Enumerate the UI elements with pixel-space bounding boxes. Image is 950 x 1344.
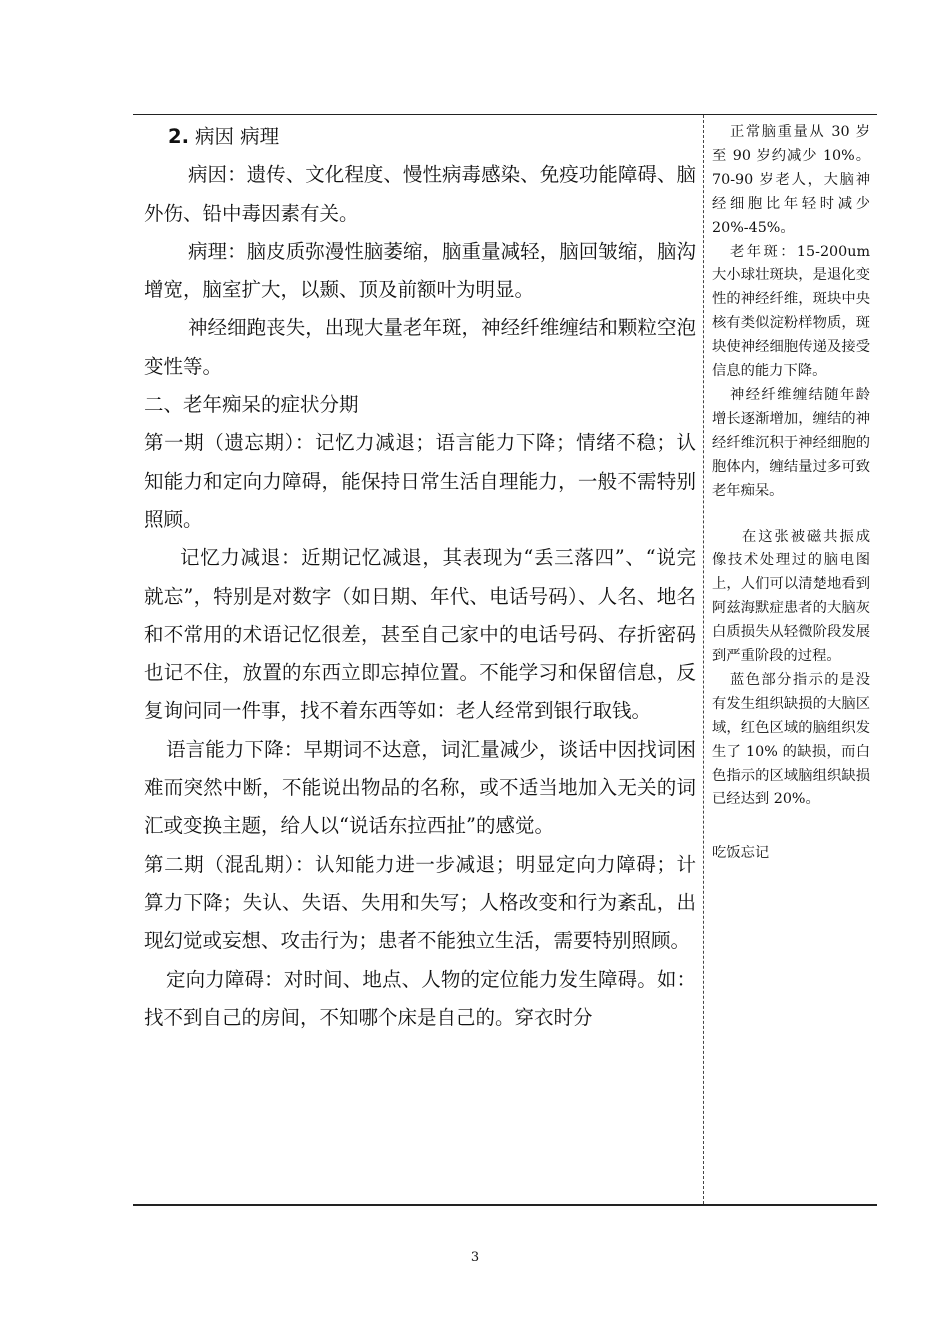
- paragraph-stage-two: 第二期（混乱期）：认知能力进一步减退；明显定向力障碍；计算力下降；失认、失语、失用和失写；人格改变和行为紊乱，出现幻觉或妄想、攻击行为；患者不能独立生活，需要特别照顾。: [144, 852, 696, 953]
- main-column: [144, 118, 696, 1037]
- paragraph-orientation: 定向力障碍：对时间、地点、人物的定位能力发生障碍。如：找不到自己的房间，不知哪个床是自己的。穿衣时分: [144, 967, 696, 1029]
- side-note-mri: 在这张被磁共振成像技术处理过的脑电图上，人们可以清楚地看到阿兹海默症患者的大脑灰白质损失从轻微阶段发展到严重阶段的过程。: [712, 528, 870, 665]
- paragraph-stage-one: 第一期（遗忘期）：记忆力减退；语言能力下降；情绪不稳；认知能力和定向力障碍，能保持日常生活自理能力，一般不需特别照顾。: [144, 431, 696, 531]
- side-note-brain-weight: 正常脑重量从 30 岁至 90 岁约减少 10%。 70-90 岁老人，大脑神经细胞比年轻时减少 20%-45%。: [712, 124, 870, 236]
- heading-number: 2.: [168, 125, 189, 148]
- side-notes: [712, 121, 870, 866]
- paragraph-cause: 病因：遗传、文化程度、慢性病毒感染、免疫功能障碍、脑外伤、铅中毒因素有关。: [144, 163, 696, 225]
- section-heading: [144, 118, 696, 156]
- top-rule: [133, 114, 877, 115]
- side-note-forget-eating: 吃饭忘记: [712, 845, 770, 862]
- side-note-color-regions: 蓝色部分指示的是没有发生组织缺损的大脑区域，红色区域的脑组织发生了 10% 的缺损，而白色指示的区域脑组织缺损已经达到 20%。: [712, 671, 870, 808]
- paragraph-neuron-loss: 神经细跑丧失，出现大量老年斑，神经纤维缠结和颗粒空泡变性等。: [144, 316, 696, 378]
- page-number: 3: [470, 1250, 480, 1265]
- side-spacer: [712, 812, 870, 842]
- paragraph-memory: 记忆力减退：近期记忆减退，其表现为“丢三落四”、“说完就忘”，特别是对数字（如日期、年代、电话号码）、人名、地名和不常用的术语记忆很差，甚至自己家中的电话号码、存折密码也记不住，放置的东西立即忘掉位置。不能学习和保留信息，反复询问同一件事，找不着东西等如：老人经常到银行取钱。: [144, 546, 696, 723]
- heading-text: 病因 病理: [194, 125, 280, 148]
- section-title-stages: 二、老年痴呆的症状分期: [144, 393, 359, 417]
- side-spacer: [712, 504, 870, 526]
- bottom-rule: [133, 1204, 877, 1206]
- side-note-senile-plaque: 老年斑：15-200um 大小球壮斑块，是退化变性的神经纤维，斑块中央核有类似淀粉样物质，斑块使神经细胞传递及接受信息的能力下降。: [712, 243, 870, 380]
- paragraph-pathology: 病理：脑皮质弥漫性脑萎缩，脑重量减轻，脑回皱缩，脑沟增宽，脑室扩大，以颞、顶及前额叶为明显。: [144, 239, 696, 302]
- paragraph-language: 语言能力下降：早期词不达意，词汇量减少，谈话中因找词困难而突然中断，不能说出物品的名称，或不适当地加入无关的词汇或变换主题，给人以“说话东拉西扯”的感觉。: [144, 737, 696, 838]
- side-note-tangles: 神经纤维缠结随年龄增长逐渐增加，缠结的神经纤维沉积于神经细胞的胞体内，缠结量过多可致老年痴呆。: [712, 386, 870, 499]
- column-divider: [703, 115, 704, 1204]
